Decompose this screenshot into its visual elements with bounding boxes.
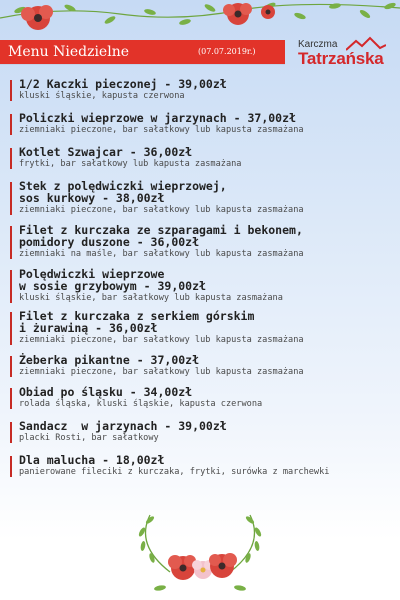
dish-description: placki Rosti, bar sałatkowy <box>19 433 159 443</box>
item-accent-bar <box>10 114 12 135</box>
red-flower-icon <box>168 555 196 580</box>
logo-big-text: Tatrzańska <box>298 49 384 68</box>
dish-name: 1/2 Kaczki pieczonej - 39,00zł <box>19 77 227 91</box>
restaurant-logo <box>292 36 396 70</box>
menu-date: (07.07.2019r.) <box>198 47 256 56</box>
item-accent-bar <box>10 182 12 215</box>
dish-description: ziemniaki na maśle, bar sałatkowy lub kapusta zasmażana <box>19 249 304 259</box>
dish-description: kluski śląskie, kapusta czerwona <box>19 91 185 101</box>
dish-name: Obiad po śląsku - 34,00zł <box>19 385 193 399</box>
dish-description: ziemniaki pieczone, bar sałatkowy lub kapusta zasmażana <box>19 335 304 345</box>
dish-name: Policzki wieprzowe w jarzynach - 37,00zł <box>19 111 296 125</box>
item-accent-bar <box>10 226 12 259</box>
floral-wreath-bottom <box>0 510 400 600</box>
dish-name: Polędwiczki wieprzowe w sosie grzybowym - 39,00zł <box>19 267 206 293</box>
dish-name: Kotlet Szwajcar - 36,00zł <box>19 145 193 159</box>
item-accent-bar <box>10 456 12 477</box>
item-accent-bar <box>10 422 12 443</box>
dish-description: ziemniaki pieczone, bar sałatkowy lub kapusta zasmażana <box>19 125 304 135</box>
item-accent-bar <box>10 388 12 409</box>
item-accent-bar <box>10 270 12 303</box>
dish-description: frytki, bar sałatkowy lub kapusta zasmażana <box>19 159 242 169</box>
dish-name: Żeberka pikantne - 37,00zł <box>19 353 200 367</box>
leaf-cluster-icon <box>14 1 397 26</box>
dish-description: panierowane fileciki z kurczaka, frytki, surówka z marchewki <box>19 467 330 477</box>
dish-description: kluski śląskie, bar sałatkowy lub kapusta zasmażana <box>19 293 283 303</box>
red-flower-icon <box>223 3 252 25</box>
item-accent-bar <box>10 356 12 377</box>
item-accent-bar <box>10 312 12 345</box>
dish-name: Stek z polędwiczki wieprzowej, sos kurkowy - 38,00zł <box>19 179 227 205</box>
item-accent-bar <box>10 80 12 101</box>
leaf-cluster-icon <box>138 515 263 591</box>
dish-name: Sandacz w jarzynach - 39,00zł <box>19 419 227 433</box>
dish-name: Dla malucha - 18,00zł <box>19 453 165 467</box>
dish-description: ziemniaki pieczone, bar sałatkowy lub kapusta zasmażana <box>19 367 304 377</box>
page-title: Menu Niedzielne <box>8 44 129 60</box>
header-banner <box>0 40 285 64</box>
dish-description: rolada śląska, kluski śląskie, kapusta czerwona <box>19 399 263 409</box>
red-flower-icon <box>209 553 237 578</box>
red-flower-icon <box>261 5 275 19</box>
floral-decoration-top <box>0 0 400 40</box>
red-flower-icon <box>21 5 53 30</box>
dish-name: Filet z kurczaka z serkiem górskim i żurawiną - 36,00zł <box>19 309 255 335</box>
item-accent-bar <box>10 148 12 169</box>
logo-small-text: Karczma <box>298 39 338 50</box>
dish-description: ziemniaki pieczone, bar sałatkowy lub kapusta zasmażana <box>19 205 304 215</box>
dish-name: Filet z kurczaka ze szparagami i bekonem, pomidory duszone - 36,00zł <box>19 223 303 249</box>
